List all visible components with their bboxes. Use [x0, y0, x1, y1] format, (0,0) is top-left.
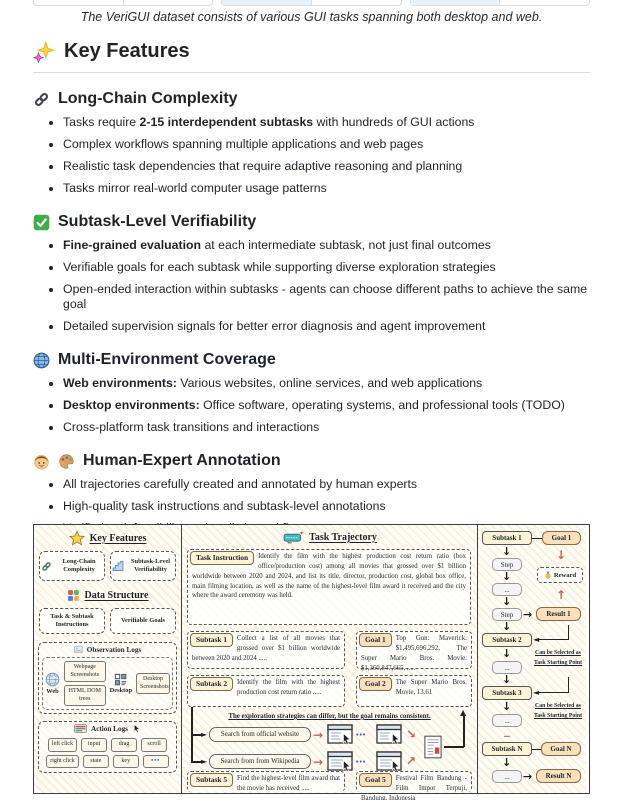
section-title-text: Human-Expert Annotation — [83, 452, 281, 469]
bullet: • Tasks mirror real-world computer usage patterns — [63, 181, 590, 196]
bullet: • Open-ended interaction within subtasks - agents can choose different paths to achieve the same goal — [63, 282, 590, 312]
arrow-up-red: ↑ — [556, 588, 567, 602]
goal-1-text: Top Gun: Maverick: $1,495,696,292, The Super Mario Bros. Movie: $1,360,847,665, ..... — [361, 635, 467, 672]
globe-icon — [33, 352, 50, 369]
goal-1-label: Goal 1 — [359, 633, 392, 647]
connector-line — [444, 746, 464, 748]
action-left-click: left click — [48, 738, 77, 752]
flow-dots: ... — [492, 583, 522, 596]
long-chain-bullets — [33, 115, 590, 196]
flow-dots: ... — [492, 770, 522, 783]
bullet: • Complex workflows spanning multiple applications and web pages — [63, 137, 590, 152]
task-trajectory-title: Task Trajectory — [309, 531, 377, 543]
action-scroll: scroll — [141, 738, 167, 752]
observation-logs-title: Observation Logs — [86, 645, 142, 654]
goal-2-box — [356, 675, 472, 707]
verigui-overview-figure — [33, 524, 590, 800]
verifiability-bullets — [33, 238, 590, 334]
bullet: • Web environments: Various websites, online services, and web applications — [63, 376, 590, 391]
multi-environment-bullets — [33, 376, 590, 435]
bullet: • High-quality task instructions and subtask-level annotations — [63, 499, 590, 514]
desktop-env — [110, 673, 132, 694]
flow-reward-box — [537, 567, 583, 583]
flow-subtask-1: Subtask 1 — [482, 531, 532, 545]
data-box-instructions: Task & Subtask Instructions — [39, 608, 105, 634]
feature-box-verifiability: Subtask-Level Verifiability — [110, 551, 176, 581]
hook-line — [538, 639, 569, 640]
section-title-text: Subtask-Level Verifiability — [58, 213, 257, 230]
figure-left-panel — [34, 525, 182, 793]
sparkles-icon — [33, 41, 55, 63]
keyboard-icon — [74, 724, 87, 733]
section-title-human-expert — [33, 452, 590, 470]
steps-dots: ••• — [356, 758, 367, 766]
bullet: • Tasks require 2-15 interdependent subtasks with hundreds of GUI actions — [63, 115, 590, 130]
subtask-1-box — [187, 631, 345, 669]
connector-line — [532, 538, 542, 539]
flow-goal-1: Goal 1 — [542, 531, 581, 545]
star-icon — [69, 530, 85, 546]
arrow-down: ↓ — [502, 570, 512, 583]
arrow-down: ↓ — [502, 756, 512, 769]
arrow-up-right-red: ↗ — [406, 754, 417, 768]
section-title-multi-environment — [33, 351, 590, 369]
search-wikipedia-box: Search from from Wikipedia — [209, 754, 311, 769]
task-instruction-box — [187, 549, 471, 625]
section-title-long-chain — [33, 90, 590, 108]
observation-logs-box — [38, 642, 177, 714]
flow-result-n: Result N — [536, 769, 581, 783]
bullet: • Detailed supervision signals for better error diagnosis and agent improvement — [63, 319, 590, 334]
arrow-right: ► — [201, 730, 208, 739]
action-state: state — [83, 755, 109, 769]
subtask-5-text: Find the highest-level film award that the movie has received ..... — [237, 775, 340, 792]
arrow-down: ↓ — [502, 700, 512, 713]
hook-line — [538, 692, 569, 693]
browser-window-icon — [327, 751, 353, 771]
action-input: input — [81, 738, 107, 752]
html-dom-trees-box: HTML DOM trees — [64, 685, 106, 706]
web-globe-icon — [45, 672, 60, 687]
bullet: • Cross-platform task transitions and interactions — [63, 420, 590, 435]
browser-window-icon — [327, 724, 353, 744]
arrow-down: ↓ — [502, 545, 512, 558]
task-instruction-text: Identify the film with the highest production cost return ratio (box office/production cost) among all movies that grossed over $1 billion worldwide between 2020 and 2024, and list its title, director, production cost, global box office, main filming location, as well as the name of the highest-level film award it received and the city where the award ceremony was held. — [192, 553, 466, 600]
goal-5-label: Goal 5 — [359, 773, 392, 787]
page-title: Key Features — [64, 40, 190, 62]
image-icon — [74, 645, 83, 654]
web-env — [45, 672, 60, 695]
flow-subtask-2: Subtask 2 — [482, 633, 532, 647]
arrow-down: ↓ — [502, 647, 512, 660]
puzzle-icon — [67, 589, 80, 602]
arrow-down-right-red: ↘ — [406, 727, 417, 741]
arrow-right-red: → — [313, 755, 324, 769]
cropped-table-row — [0, 0, 623, 6]
arrow-right: ► — [201, 757, 208, 766]
browser-window-icon — [376, 751, 402, 771]
flow-result-1: Result 1 — [536, 607, 581, 621]
connector-line — [463, 716, 465, 747]
flow-subtask-n: Subtask N — [482, 742, 532, 756]
starting-point-note: Can be Selected as Task Starting Point — [533, 703, 583, 719]
arrow-down: ↓ — [502, 673, 512, 686]
goal-2-label: Goal 2 — [359, 677, 392, 691]
bullet: • Verifiable goals for each subtask while supporting diverse exploration strategies — [63, 260, 590, 275]
hook-line — [568, 677, 569, 693]
document-icon — [424, 735, 442, 759]
action-right-click: right click — [46, 755, 79, 769]
figure-key-features-header — [34, 530, 181, 546]
key-features-heading — [33, 40, 590, 73]
webpage-screenshots-box: Webpage Screenshots — [64, 661, 106, 682]
web-label: Web — [46, 688, 59, 695]
figure-data-structure-title: Data Structure — [84, 590, 149, 601]
arrow-left: ◄ — [533, 635, 540, 644]
feature-box-long-chain: Long-Chain Complexity — [39, 551, 105, 581]
task-trajectory-header — [182, 525, 477, 544]
intro-text: The VeriGUI dataset consists of various GUI tasks spanning both desktop and web. — [80, 10, 543, 24]
flow-subtask-3: Subtask 3 — [482, 686, 532, 700]
stairs-icon — [112, 560, 124, 572]
goal-5-text: Festival Film Bandung - Film Impor Terpuji, Bandung, Indonesia — [361, 775, 467, 800]
bullet: • All trajectories carefully created and annotated by human experts — [63, 477, 590, 492]
arrow-right-red: → — [313, 728, 324, 742]
desktop-icon — [114, 673, 127, 686]
subtask-2-text: Identify the film with the highest production cost return ratio ..... — [237, 679, 340, 696]
section-title-text: Multi-Environment Coverage — [58, 351, 276, 368]
bullet: • Desktop environments: Office software, operating systems, and professional tools (TODO) — [63, 398, 590, 413]
subtask-1-text: Collect a list of all movies that grossed over $1 billion worldwide between 2020 and 2024 ..... — [192, 635, 340, 662]
section-title-text: Long-Chain Complexity — [58, 90, 238, 107]
hook-line — [568, 625, 569, 640]
check-icon — [33, 214, 50, 231]
flow-goal-n: Goal N — [541, 742, 581, 756]
desktop-label: Desktop — [109, 687, 132, 694]
subtask-1-label: Subtask 1 — [190, 633, 233, 647]
flow-dots: ... — [492, 661, 522, 674]
arrow-up: ▲ — [460, 708, 467, 717]
link-icon — [33, 91, 50, 108]
flow-dots: ... — [492, 714, 522, 727]
desktop-screenshots-box: Desktop Screenshots — [136, 673, 170, 694]
arrow-right: → — [523, 770, 533, 783]
arrow-down: ↓ — [502, 620, 512, 633]
action-drag: drag — [111, 738, 137, 752]
flow-ellipsis: ... — [504, 729, 510, 739]
flow-step: Step — [492, 558, 522, 571]
subtask-5-label: Subtask 5 — [190, 773, 233, 787]
bullet: • Realistic task dependencies that require adaptive reasoning and planning — [63, 159, 590, 174]
exploration-note: The exploration strategies can differ, but the goal remains consistent. — [228, 713, 431, 720]
bullet: • Fine-grained evaluation at each intermediate subtask, not just final outcomes — [63, 238, 590, 253]
search-official-website-box: Search from official website — [209, 727, 311, 742]
browser-window-icon — [376, 724, 402, 744]
figure-task-trajectory-panel — [182, 525, 478, 800]
cursor-icon — [132, 724, 141, 733]
figure-key-features-title: Key Features — [89, 532, 147, 544]
goal-2-text: The Super Mario Bros. Movie, 13.61 — [395, 679, 467, 696]
goal-1-box — [356, 631, 472, 672]
reward-label: Reward — [553, 571, 577, 579]
data-box-goals: Verifiable Goals — [110, 608, 176, 634]
table-fragment — [221, 0, 401, 6]
arrow-left: ◄ — [533, 688, 540, 697]
flow-step: Step — [492, 608, 522, 621]
starting-point-note: Can be Selected as Task Starting Point — [533, 650, 583, 666]
task-instruction-label: Task Instruction — [190, 551, 254, 565]
subtask-5-box — [187, 771, 345, 792]
table-fragment — [33, 0, 213, 6]
table-fragment — [410, 0, 590, 6]
arrow-down-red: ↓ — [556, 548, 567, 562]
section-title-verifiability — [33, 213, 590, 231]
face-icon — [33, 453, 50, 470]
subtask-2-label: Subtask 2 — [190, 677, 233, 691]
subtask-2-box — [187, 675, 345, 707]
action-key: key — [113, 755, 139, 769]
trajectory-icon — [282, 530, 304, 544]
action-logs-box — [38, 721, 177, 773]
figure-subtask-flow-panel — [478, 525, 585, 793]
action-logs-title: Action Logs — [91, 724, 128, 733]
goal-5-box — [356, 771, 472, 800]
arrow-down: ↓ — [502, 595, 512, 608]
palette-icon — [58, 453, 75, 470]
arrow-right: → — [523, 608, 533, 621]
action-more: ••• — [143, 755, 169, 769]
figure-data-structure-header — [34, 589, 181, 602]
connector-line — [532, 749, 541, 750]
chain-icon — [41, 561, 52, 572]
medal-icon — [544, 571, 552, 579]
steps-dots: ••• — [356, 731, 367, 739]
